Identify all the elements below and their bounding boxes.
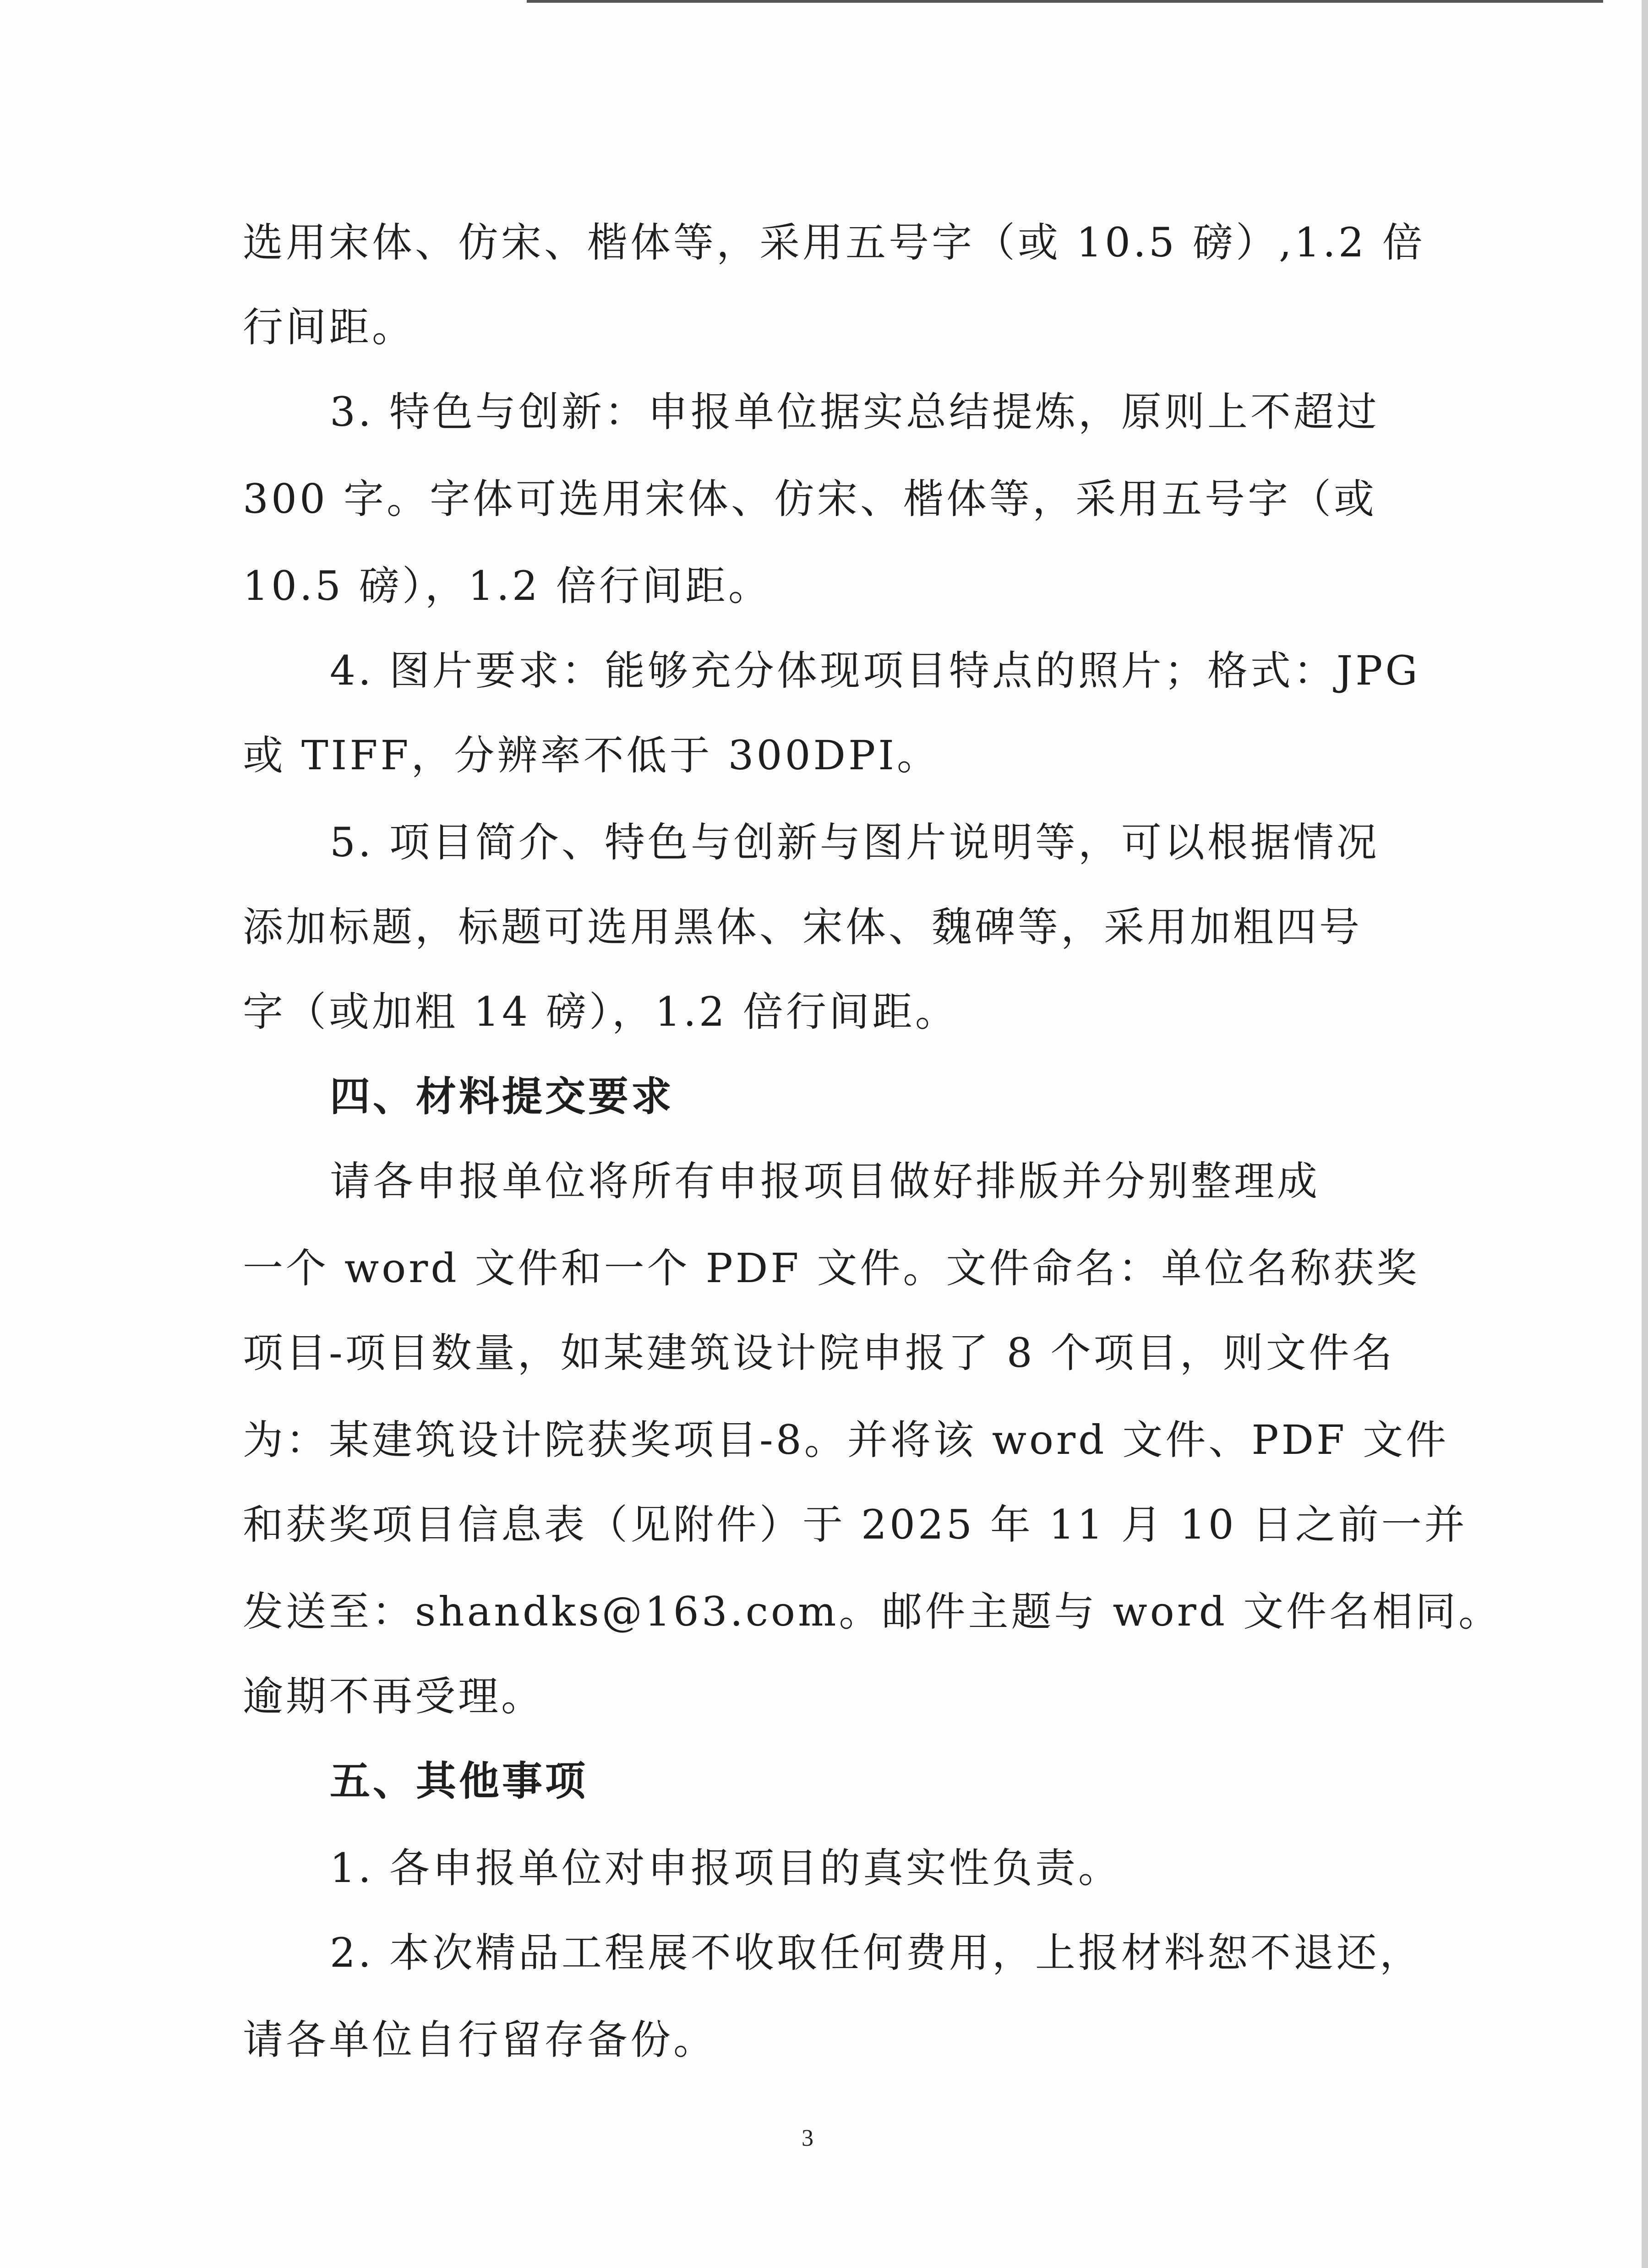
body-line: 1. 各申报单位对申报项目的真实性负责。 — [330, 1844, 1121, 1892]
body-line: 项目-项目数量，如某建筑设计院申报了 8 个项目，则文件名 — [243, 1329, 1395, 1376]
body-line: 发送至：shandks@163.com。邮件主题与 word 文件名相同。 — [243, 1588, 1502, 1635]
body-line: 或 TIFF，分辨率不低于 300DPI。 — [243, 732, 940, 779]
body-line: 一个 word 文件和一个 PDF 文件。文件命名：单位名称获奖 — [243, 1245, 1420, 1292]
body-line: 请各申报单位将所有申报项目做好排版并分别整理成 — [330, 1158, 1321, 1205]
body-line: 5. 项目简介、特色与创新与图片说明等，可以根据情况 — [330, 819, 1380, 866]
body-line: 选用宋体、仿宋、楷体等，采用五号字（或 10.5 磅）,1.2 倍 — [243, 219, 1425, 266]
body-line: 10.5 磅），1.2 倍行间距。 — [243, 562, 771, 609]
section-heading: 五、其他事项 — [330, 1757, 589, 1805]
scan-artifact-top — [527, 0, 1603, 3]
body-line: 添加标题，标题可选用黑体、宋体、魏碑等，采用加粗四号 — [243, 903, 1363, 951]
body-line: 和获奖项目信息表（见附件）于 2025 年 11 月 10 日之前一并 — [243, 1501, 1468, 1548]
body-line: 为：某建筑设计院获奖项目-8。并将该 word 文件、PDF 文件 — [243, 1416, 1449, 1463]
body-line: 逾期不再受理。 — [243, 1673, 545, 1720]
scan-artifact-edge — [1642, 0, 1648, 2268]
body-line: 300 字。字体可选用宋体、仿宋、楷体等，采用五号字（或 — [243, 475, 1377, 522]
body-line: 2. 本次精品工程展不收取任何费用，上报材料恕不退还， — [330, 1929, 1423, 1976]
body-line: 4. 图片要求：能够充分体现项目特点的照片；格式：JPG — [330, 647, 1420, 694]
section-heading: 四、材料提交要求 — [330, 1073, 675, 1120]
page-number: 3 — [802, 2125, 813, 2151]
body-line: 3. 特色与创新：申报单位据实总结提炼，原则上不超过 — [330, 388, 1380, 435]
body-line: 字（或加粗 14 磅），1.2 倍行间距。 — [243, 988, 958, 1035]
body-line: 请各单位自行留存备份。 — [243, 2016, 717, 2063]
body-line: 行间距。 — [243, 304, 415, 351]
